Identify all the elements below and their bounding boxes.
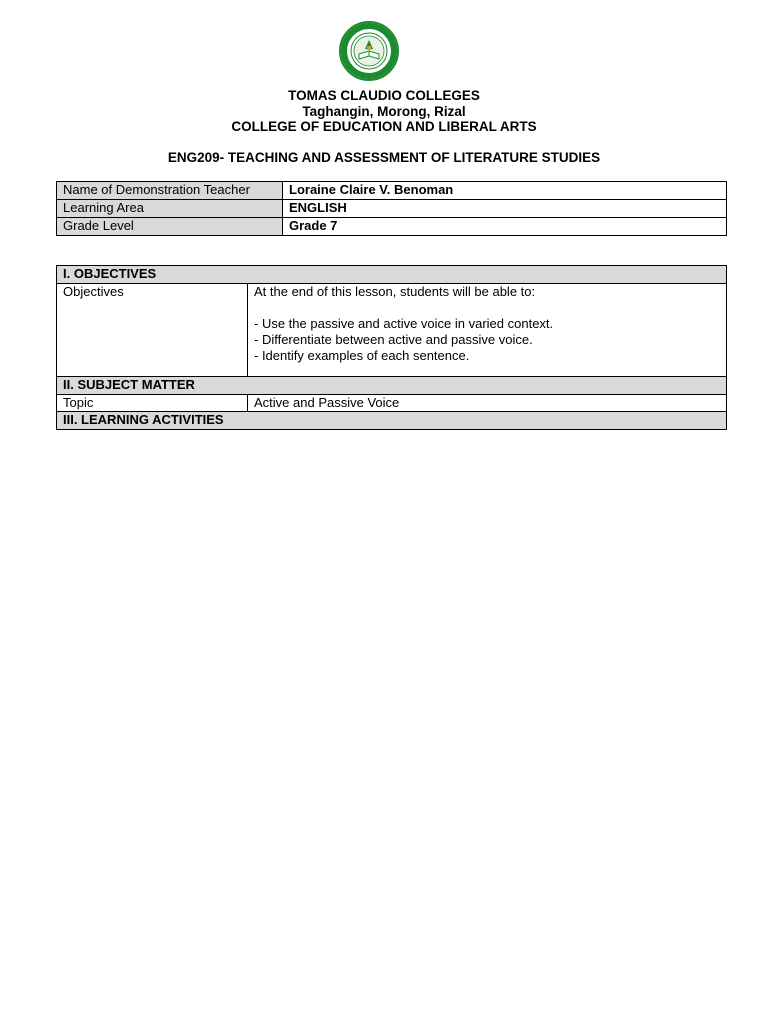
- course-title: ENG209- TEACHING AND ASSESSMENT OF LITERATURE STUDIES: [167, 150, 601, 165]
- table-row: [57, 395, 727, 412]
- objectives-spacer: [254, 300, 720, 316]
- objective-item: - Identify examples of each sentence.: [254, 348, 470, 363]
- objectives-content: [248, 284, 727, 377]
- objective-item: - Differentiate between active and passive voice.: [254, 332, 533, 347]
- table-row: [57, 218, 727, 236]
- grade-level-value: Grade 7: [283, 218, 727, 236]
- grade-level-label: Grade Level: [57, 218, 283, 236]
- table-row: [57, 182, 727, 200]
- lesson-info-table: [56, 181, 727, 236]
- topic-value: Active and Passive Voice: [248, 395, 727, 412]
- topic-label: Topic: [57, 395, 248, 412]
- learning-area-value: ENGLISH: [283, 200, 727, 218]
- teacher-label: Name of Demonstration Teacher: [57, 182, 283, 200]
- college-name: COLLEGE OF EDUCATION AND LIBERAL ARTS: [231, 119, 537, 134]
- table-row: [57, 200, 727, 218]
- institution-address: Taghangin, Morong, Rizal: [302, 104, 466, 119]
- objective-item: - Use the passive and active voice in varied context.: [254, 316, 554, 331]
- objectives-label: Objectives: [57, 284, 248, 377]
- college-seal-icon: [338, 21, 400, 81]
- section-header-row: [57, 266, 727, 284]
- institution-name: TOMAS CLAUDIO COLLEGES: [288, 88, 480, 103]
- learning-activities-heading: III. LEARNING ACTIVITIES: [57, 412, 727, 430]
- table-row: [57, 284, 727, 377]
- section-header-row: [57, 412, 727, 430]
- teacher-value: Loraine Claire V. Benoman: [283, 182, 727, 200]
- objectives-intro: At the end of this lesson, students will be able to:: [254, 284, 536, 299]
- lesson-plan-table: [56, 265, 727, 430]
- objectives-heading: I. OBJECTIVES: [57, 266, 727, 284]
- subject-matter-heading: II. SUBJECT MATTER: [57, 377, 727, 395]
- section-header-row: [57, 377, 727, 395]
- learning-area-label: Learning Area: [57, 200, 283, 218]
